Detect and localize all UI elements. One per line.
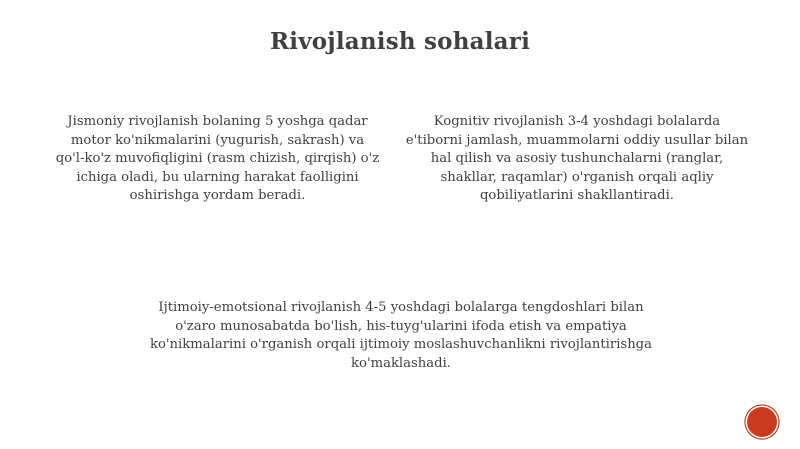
chevron-right-icon — [756, 416, 768, 428]
cognitive-development-text: Kognitiv rivojlanish 3-4 yoshdagi bolalarda e'tiborni jamlash, muammolarni oddiy usullar bilan hal qilish va asosiy tushunchalarni (ranglar, shakllar, raqamlar) o'rganish orqali aqliy qobiliyatlarini shakllantiradi. — [405, 114, 749, 203]
slide-title: Rivojlanish sohalari — [269, 28, 531, 55]
next-slide-button[interactable] — [747, 407, 777, 437]
social-emotional-development-text: Ijtimoiy-emotsional rivojlanish 4-5 yoshdagi bolalarga tengdoshlari bilan o'zaro munosabatda bo'lish, his-tuyg'ularini ifoda etish va empatiya ko'nikmalarini o'rganish orqali ijtimoiy moslashuvchanlikni rivojlantirishga ko'maklashadi. — [149, 300, 652, 371]
physical-development-text: Jismoniy rivojlanish bolaning 5 yoshga qadar motor ko'nikmalarini (yugurish, sakrash) va qo'l-ko'z muvofiqligini (rasm chizish, qirqish) o'z ichiga oladi, bu ularning harakat faolligini oshirishga yordam beradi. — [55, 114, 380, 203]
